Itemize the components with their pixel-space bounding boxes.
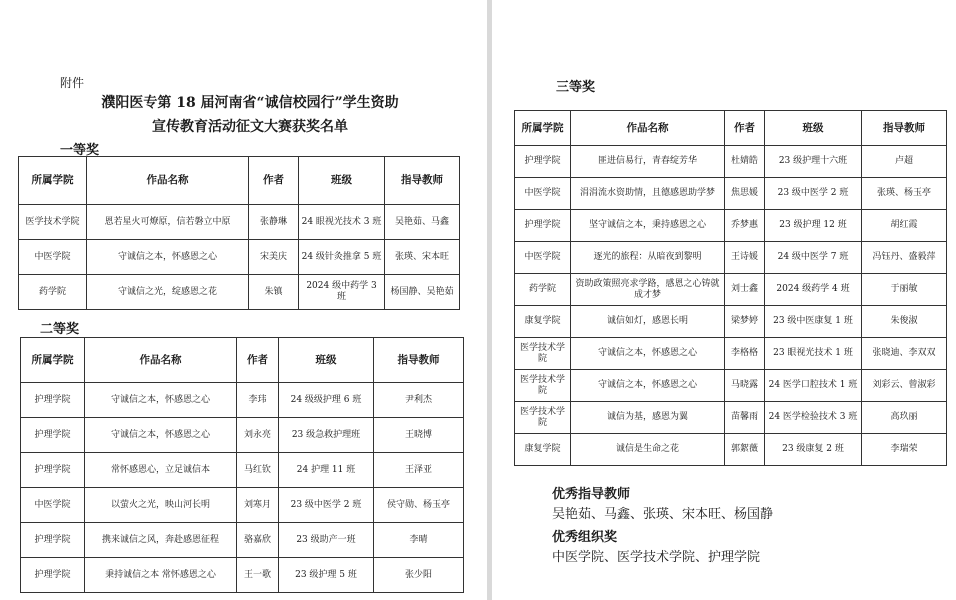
- work-title-cell: 守诚信之光，绽感恩之花: [87, 275, 249, 310]
- advisor-cell: 朱俊淑: [862, 306, 947, 338]
- advisor-cell: 张少阳: [374, 558, 464, 593]
- advisor-cell: 胡红霞: [862, 210, 947, 242]
- work-title-cell: 匪进信易行，青春绽芳华: [571, 146, 725, 178]
- class-cell: 24 医学检验技术 3 班: [765, 402, 862, 434]
- advisor-cell: 刘彩云、曾淑彩: [862, 370, 947, 402]
- advisor-cell: 张晓迪、李双双: [862, 338, 947, 370]
- college-cell: 医学技术学院: [515, 370, 571, 402]
- table-row: [515, 146, 947, 178]
- column-header: 作品名称: [571, 111, 725, 146]
- column-header: 班级: [279, 338, 374, 383]
- table-row: [515, 274, 947, 306]
- column-header: 指导教师: [385, 157, 460, 205]
- author-cell: 刘士鑫: [725, 274, 765, 306]
- table-row: [21, 383, 464, 418]
- table-row: [515, 370, 947, 402]
- advisor-cell: 侯守勋、杨玉亭: [374, 488, 464, 523]
- class-cell: 2024 级中药学 3 班: [299, 275, 385, 310]
- college-cell: 药学院: [19, 275, 87, 310]
- class-cell: 23 级护理 5 班: [279, 558, 374, 593]
- work-title-cell: 守诚信之本，怀感恩之心: [85, 418, 237, 453]
- work-title-cell: 诚信为基，感恩为翼: [571, 402, 725, 434]
- first-prize-table: [18, 156, 460, 310]
- column-header: 班级: [765, 111, 862, 146]
- author-cell: 杜婧皓: [725, 146, 765, 178]
- class-cell: 24 护理 11 班: [279, 453, 374, 488]
- advisor-cell: 尹利杰: [374, 383, 464, 418]
- table-row: [515, 210, 947, 242]
- document-title-line1: 濮阳医专第 18 届河南省“诚信校园行”学生资助: [101, 95, 399, 111]
- class-cell: 23 眼视光技术 1 班: [765, 338, 862, 370]
- table-row: [515, 178, 947, 210]
- author-cell: 刘永亮: [237, 418, 279, 453]
- college-cell: 护理学院: [21, 418, 85, 453]
- class-cell: 24 医学口腔技术 1 班: [765, 370, 862, 402]
- table-row: [515, 306, 947, 338]
- college-cell: 医学技术学院: [19, 205, 87, 240]
- college-cell: 医学技术学院: [515, 402, 571, 434]
- class-cell: 23 级护理十六班: [765, 146, 862, 178]
- work-title-cell: 守诚信之本，怀感恩之心: [571, 370, 725, 402]
- author-cell: 焦思媛: [725, 178, 765, 210]
- author-cell: 王诗媛: [725, 242, 765, 274]
- advisor-cell: 吴艳茹、马鑫: [385, 205, 460, 240]
- advisor-cell: 冯钰丹、盛毅萍: [862, 242, 947, 274]
- advisor-cell: 王泽亚: [374, 453, 464, 488]
- advisor-cell: 高玖丽: [862, 402, 947, 434]
- excellent-org-list: 中医学院、医学技术学院、护理学院: [552, 550, 761, 565]
- table-row: [515, 338, 947, 370]
- author-cell: 张静琳: [249, 205, 299, 240]
- table-row: [21, 558, 464, 593]
- college-cell: 康复学院: [515, 434, 571, 466]
- column-header: 所属学院: [21, 338, 85, 383]
- work-title-cell: 常怀感恩心，立足诚信本: [85, 453, 237, 488]
- college-cell: 中医学院: [19, 240, 87, 275]
- table-row: [21, 418, 464, 453]
- column-header: 作者: [725, 111, 765, 146]
- table-header-row: [515, 111, 947, 146]
- class-cell: 2024 级药学 4 班: [765, 274, 862, 306]
- advisor-cell: 张瑛、宋本旺: [385, 240, 460, 275]
- excellent-teachers-heading: 优秀指导教师: [552, 487, 631, 502]
- column-header: 作品名称: [87, 157, 249, 205]
- table-row: [21, 453, 464, 488]
- work-title-cell: 守诚信之本，怀感恩之心: [571, 338, 725, 370]
- author-cell: 王一歌: [237, 558, 279, 593]
- column-header: 作者: [249, 157, 299, 205]
- table-row: [515, 242, 947, 274]
- college-cell: 护理学院: [21, 558, 85, 593]
- column-header: 指导教师: [862, 111, 947, 146]
- class-cell: 23 级急救护理班: [279, 418, 374, 453]
- college-cell: 中医学院: [515, 178, 571, 210]
- author-cell: 马红钦: [237, 453, 279, 488]
- college-cell: 康复学院: [515, 306, 571, 338]
- first-prize-heading: 一等奖: [60, 143, 100, 158]
- class-cell: 23 级中医康复 1 班: [765, 306, 862, 338]
- second-prize-table: [20, 337, 464, 593]
- work-title-cell: 诚信如灯，感恩长明: [571, 306, 725, 338]
- author-cell: 乔梦惠: [725, 210, 765, 242]
- column-header: 班级: [299, 157, 385, 205]
- college-cell: 中医学院: [515, 242, 571, 274]
- second-prize-heading: 二等奖: [40, 322, 80, 337]
- excellent-org-heading: 优秀组织奖: [552, 530, 618, 545]
- advisor-cell: 卢超: [862, 146, 947, 178]
- work-title-cell: 资助政策照亮求学路，感恩之心铸就成才梦: [571, 274, 725, 306]
- class-cell: 23 级中医学 2 班: [765, 178, 862, 210]
- advisor-cell: 于丽敏: [862, 274, 947, 306]
- table-row: [19, 205, 460, 240]
- college-cell: 药学院: [515, 274, 571, 306]
- author-cell: 苗馨雨: [725, 402, 765, 434]
- table-row: [19, 240, 460, 275]
- advisor-cell: 张瑛、杨玉亭: [862, 178, 947, 210]
- author-cell: 宋美庆: [249, 240, 299, 275]
- author-cell: 郭絮薇: [725, 434, 765, 466]
- work-title-cell: 涓涓流水资助情，且德感恩助学梦: [571, 178, 725, 210]
- college-cell: 护理学院: [21, 453, 85, 488]
- class-cell: 24 级针灸推拿 5 班: [299, 240, 385, 275]
- author-cell: 朱镇: [249, 275, 299, 310]
- class-cell: 24 级中医学 7 班: [765, 242, 862, 274]
- third-prize-table: [514, 110, 947, 466]
- college-cell: 护理学院: [515, 146, 571, 178]
- column-header: 作者: [237, 338, 279, 383]
- work-title-cell: 秉持诚信之本 常怀感恩之心: [85, 558, 237, 593]
- author-cell: 刘寒月: [237, 488, 279, 523]
- author-cell: 马晓露: [725, 370, 765, 402]
- table-row: [19, 275, 460, 310]
- column-header: 所属学院: [515, 111, 571, 146]
- column-header: 指导教师: [374, 338, 464, 383]
- work-title-cell: 坚守诚信之本，秉持感恩之心: [571, 210, 725, 242]
- advisor-cell: 杨国静、吴艳茹: [385, 275, 460, 310]
- attachment-label: 附件: [60, 76, 85, 90]
- college-cell: 护理学院: [21, 383, 85, 418]
- table-row: [515, 434, 947, 466]
- college-cell: 中医学院: [21, 488, 85, 523]
- advisor-cell: 王晓博: [374, 418, 464, 453]
- table-header-row: [19, 157, 460, 205]
- document-page-right: [492, 0, 956, 600]
- work-title-cell: 守诚信之本，怀感恩之心: [85, 383, 237, 418]
- work-title-cell: 诚信是生命之花: [571, 434, 725, 466]
- work-title-cell: 逐光的旅程：从暗夜到黎明: [571, 242, 725, 274]
- work-title-cell: 以萤火之光，映山河长明: [85, 488, 237, 523]
- author-cell: 骆嘉欣: [237, 523, 279, 558]
- class-cell: 23 级助产一班: [279, 523, 374, 558]
- class-cell: 24 级级护理 6 班: [279, 383, 374, 418]
- college-cell: 护理学院: [515, 210, 571, 242]
- class-cell: 24 眼视光技术 3 班: [299, 205, 385, 240]
- class-cell: 23 级护理 12 班: [765, 210, 862, 242]
- work-title-cell: 携来诚信之风，奔赴感恩征程: [85, 523, 237, 558]
- table-header-row: [21, 338, 464, 383]
- document-title-line2: 宣传教育活动征文大赛获奖名单: [152, 119, 348, 135]
- table-row: [21, 523, 464, 558]
- column-header: 作品名称: [85, 338, 237, 383]
- work-title-cell: 守诚信之本，怀感恩之心: [87, 240, 249, 275]
- author-cell: 梁梦婷: [725, 306, 765, 338]
- work-title-cell: 恩若星火可燎原，信若磐立中原: [87, 205, 249, 240]
- class-cell: 23 级中医学 2 班: [279, 488, 374, 523]
- column-header: 所属学院: [19, 157, 87, 205]
- table-row: [515, 402, 947, 434]
- third-prize-heading: 三等奖: [556, 80, 596, 95]
- college-cell: 护理学院: [21, 523, 85, 558]
- table-row: [21, 488, 464, 523]
- excellent-teachers-list: 吴艳茹、马鑫、张瑛、宋本旺、杨国静: [552, 507, 774, 522]
- advisor-cell: 李晴: [374, 523, 464, 558]
- college-cell: 医学技术学院: [515, 338, 571, 370]
- advisor-cell: 李瑞荣: [862, 434, 947, 466]
- class-cell: 23 级康复 2 班: [765, 434, 862, 466]
- author-cell: 李格格: [725, 338, 765, 370]
- author-cell: 李玮: [237, 383, 279, 418]
